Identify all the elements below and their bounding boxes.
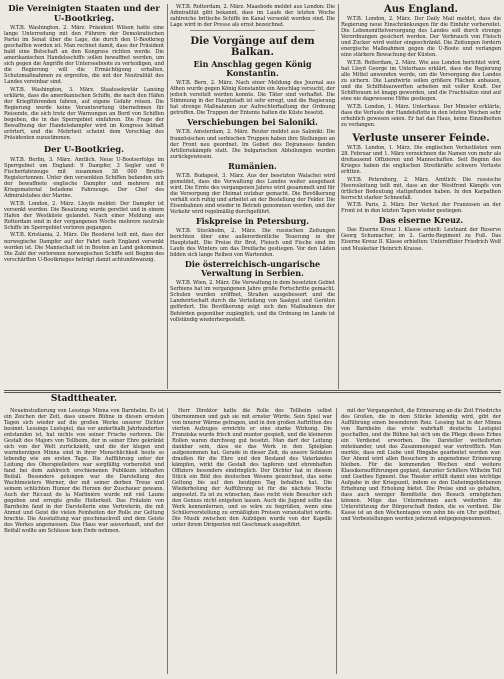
section-subheading: Verschiebungen bei Saloniki. bbox=[187, 117, 318, 128]
section-heading: Aus England. bbox=[383, 4, 459, 15]
section-subheading: Rumänien. bbox=[228, 160, 277, 171]
article-paragraph: W.T.B. Rotterdam, 2. März. Wie aus London berichtet wird, hat Lloyd George im Unterhaus erklärt, dass die Regierung alle Mittel anwenden werde, um die Versorgung des Landes zu sichern. Die Landwirte sollen größere Flächen anbauen, und die Schiffsbauwerften arbeiten mit voller Kraft. Der Schiffsraum ist knapp geworden, und die Frachtsätze sind auf eine nie dagewesene Höhe gestiegen. bbox=[341, 59, 501, 103]
article-paragraph: W.T.B. Paris, 2. März. Der Verlust der Franzosen an der Front ist in den letzten Tagen wieder gestiegen. bbox=[341, 202, 501, 215]
article-paragraph: Herr Direktor hatte die Rolle des Tellheim selbst übernommen und gab sie mit ernster Würde. Sein Spiel war von innerer Wärme getragen, und in den großen Auftritten des vierten Aufzuges erreichte er eine starke Wirkung. Die Franziska wurde frisch und munter gespielt, und die kleineren Rollen waren durchweg gut besetzt. Man darf der Leitung dankbar sein, dass sie das Werk in den Spielplan aufgenommen hat. Gerade in dieser Zeit, da unsere Soldaten draußen für die Ehre und den Bestand des Vaterlandes kämpfen, wirkt die Gestalt des tapferen und ehrenhaften Offiziers besonders eindringlich. Der Dichter hat in diesem Stück ein Bild des deutschen Wesens gezeichnet, das seine Geltung bis auf den heutigen Tag behalten hat. Die Wiederholung der Aufführung ist für die nächste Woche angesetzt. Es ist zu wünschen, dass recht viele Besucher sich den Genuss nicht entgehen lassen. Auch die Jugend sollte das Werk kennenlernen, und es wäre zu begrüßen, wenn eine Schülervorstellung zu ermäßigten Preisen veranstaltet würde. Die Musik zwischen den Aufzügen wurde von der Kapelle unter ihrem Dirigenten mit Geschmack ausgeführt. bbox=[172, 408, 332, 528]
section-heading: Verluste unserer Feinde. bbox=[352, 132, 490, 144]
article-paragraph: W.T.B. Washington, 3. März. Staatssekretär Lansing erklärte, dass die amerikanischen Schiffe, die nach den Häfen der Kriegführenden fahren, auf eigene Gefahr reisen. Die Regierung werde keine Verantwortung übernehmen für Reisende, die sich trotz der Warnungen an Bord von Schiffen begeben, die in das Sperrgebiet einfahren. Die Frage der Bewaffnung der Handelsdampfer wird im Kongress lebhaft erörtert, und die Mehrheit scheint dem Vorschlag des Präsidenten zuzustimmen. bbox=[4, 86, 164, 142]
feuilleton-rule bbox=[4, 390, 501, 391]
section-subheading: Das eiserne Kreuz. bbox=[378, 215, 464, 226]
feuilleton-column-3 bbox=[341, 408, 501, 676]
section-heading: Die Vorgänge auf dem Balkan. bbox=[190, 36, 315, 59]
column-rule bbox=[167, 408, 168, 674]
feuilleton-title: Stadttheater. bbox=[50, 394, 118, 404]
feuilleton-column-1 bbox=[4, 408, 164, 676]
section-heading: Die Vereinigten Staaten und der U-Bootkrieg. bbox=[8, 4, 160, 23]
section-subheading: Fiskpreise in Petersburg. bbox=[195, 216, 310, 227]
section-subheading: Die österreichisch-ungarische Verwaltung in Serbien. bbox=[184, 259, 321, 279]
divider bbox=[190, 30, 315, 31]
article-paragraph: mit der Vergangenheit, die Erinnerung an die Zeit Friedrichs des Großen, die in dem Stücke lebendig wird, gibt der Aufführung einen besonderen Reiz. Lessing hat in der Minna von Barnhelm das erste wahrhaft deutsche Lustspiel geschaffen, und die Bühne hat sich um die Pflege dieses Erbes ein Verdienst erworben. Die Darsteller wetteiferten miteinander, und das Zusammenspiel war vortrefflich. Man merkte, dass mit Liebe und Hingabe gearbeitet worden war. Der Abend wird allen Besuchern in angenehmer Erinnerung bleiben. Für die kommenden Wochen sind weitere Klassikeraufführungen geplant, darunter Schillers Wilhelm Tell und Goethes Egmont. Das Theater erfüllt damit eine wichtige Aufgabe in der Kriegszeit, indem es den Daheimgebliebenen Erhebung und Erholung bietet. Die Preise sind so gehalten, dass auch weniger Bemittelte den Besuch ermöglichen können. Möge das Unternehmen auch weiterhin die Unterstützung der Bürgerschaft finden, die es verdient. Die Kasse ist an den Wochentagen von zehn bis ein Uhr geöffnet, und Vorbestellungen werden jederzeit entgegengenommen. bbox=[341, 408, 501, 522]
feuilleton-rule bbox=[4, 392, 501, 393]
article-paragraph: W.T.B. Berlin, 3. März. Amtlich. Neue U-Bootserfolge im Sperrgebiet um England: 9 Dampfer, 3 Segler und 6 Fischerfahrzeuge mit zusammen 38 000 Brutto-Registertonnen. Unter den versenkten Schiffen befanden sich der bewaffnete englische Dampfer und mehrere mit Kriegsmaterial beladene Fahrzeuge. Der Chef des Admiralstabes der Marine. bbox=[4, 156, 164, 200]
feuilleton-column-2 bbox=[172, 408, 332, 676]
article-paragraph: W.T.B. Budapest, 3. März. Aus der besetzten Walachei wird gemeldet, dass die Verwaltung des Landes weiter ausgebaut wird. Die Ernte des vergangenen Jahres wird gesammelt und für die Versorgung der Heimat nutzbar gemacht. Die Bevölkerung verhält sich ruhig und arbeitet an der Bestellung der Felder. Die Eisenbahnen sind wieder in Betrieb genommen worden, und der Verkehr wird regelmäßig durchgeführt. bbox=[170, 172, 335, 215]
article-paragraph: W.T.B. Stockholm, 2. März. Die russischen Zeitungen berichten über eine außerordentliche Teuerung in der Hauptstadt. Die Preise für Brot, Fleisch und Fische sind im Laufe des Winters um das Dreifache gestiegen. Vor den Läden bilden sich lange Reihen von Wartenden. bbox=[170, 228, 335, 259]
article-paragraph: W.T.B. Wien, 2. März. Die Verwaltung in dem besetzten Gebiet Serbiens hat im vergangenen Jahre große Fortschritte gemacht. Schulen wurden eröffnet, Straßen ausgebessert und die Landwirtschaft durch die Verteilung von Saatgut und Geräten gefördert. Die Bevölkerung zeigt sich den Maßnahmen der Behörden gegenüber zugänglich, und die Ordnung im Lande ist vollständig wiederhergestellt. bbox=[170, 280, 335, 323]
section-subheading: Ein Anschlag gegen König Konstantin. bbox=[193, 59, 312, 79]
column-rule bbox=[338, 4, 339, 389]
column-1 bbox=[4, 4, 164, 269]
article-paragraph: W.T.B. Bern, 2. März. Nach einer Meldung des Journal aus Athen wurde gegen König Konstantin ein Anschlag versucht, der jedoch vereitelt werden konnte. Die Täter sind verhaftet. Die Stimmung in der Hauptstadt ist sehr erregt, und die Regierung hat strenge Maßnahmen zur Aufrechterhaltung der Ordnung getroffen. Die Truppen der Entente halten die Küste besetzt. bbox=[170, 80, 335, 117]
article-paragraph: W.T.B. London, 1. März. Die englischen Verlustlisten vom 28. Februar und 1. März verzeichnen die Namen von mehr als dreitausend Offizieren und Mannschaften. Seit Beginn des Krieges haben die englischen Streitkräfte schwere Verluste erlitten. bbox=[341, 144, 501, 176]
column-2 bbox=[170, 4, 335, 389]
article-paragraph: Das Eiserne Kreuz I. Klasse erhielt: Leutnant der Reserve Georg Schumacher, im 2. Garde-Regiment zu Fuß. Das Eiserne Kreuz II. Klasse erhielten: Unteroffizier Friedrich Wolf und Musketier Heinrich Krause. bbox=[341, 227, 501, 252]
column-rule bbox=[336, 408, 337, 674]
article-paragraph: W.T.B. Petersburg, 2. März. Amtlich: Die russische Heeresleitung teilt mit, dass an der Westfront Kämpfe von örtlicher Bedeutung stattgefunden haben. In den Karpathen herrscht starker Schneefall. bbox=[341, 176, 501, 201]
feuilleton-section bbox=[4, 394, 501, 676]
article-paragraph: Neueinstudierung von Lessings Minna von Barnhelm. Es ist ein Zeichen der Zeit, dass unsere Bühne in diesen ernsten Tagen sich wieder auf die großen Werke unserer Dichter besinnt. Lessings Lustspiel, das vor anderthalb Jahrhunderten entstanden ist, hat nichts von seiner Frische verloren. Die Gestalt des Majors von Tellheim, der in seiner Ehre gekränkt sich von der Welt zurückzieht, und die der klugen und warmherzigen Minna sind in ihrer Menschlichkeit heute so lebendig wie am ersten Tage. Die Aufführung unter der Leitung des Oberspielleiters war sorgfältig vorbereitet und fand bei dem zahlreich erschienenen Publikum lebhaften Beifall. Besonders gelungen war die Darstellung des Wachtmeisters Werner, der mit seiner derben Treue und seinem schlichten Humor die Herzen der Zuschauer gewann. Auch der Riccaut de la Marlinière wurde mit viel Laune gegeben und erregte große Heiterkeit. Das Fräulein von Barnhelm fand in der Darstellerin eine Vertreterin, die mit Anmut und Geist die vielen Feinheiten der Rolle zur Geltung brachte. Die Ausstattung war geschmackvoll und dem Geiste des Werkes angemessen. Das Haus war ausverkauft, und der Beifall wollte am Schlusse kein Ende nehmen. bbox=[4, 408, 164, 534]
column-rule bbox=[167, 4, 168, 389]
article-paragraph: W.T.B. Washington, 2. März. Präsident Wilson hatte eine lange Unterredung mit den Führern der Demokratischen Partei im Senat über die Lage, die durch den U-Bootkrieg geschaffen worden ist. Man rechnet damit, dass der Präsident bald eine Botschaft an den Kongress richten werde. Die amerikanischen Handelsschiffe sollen bewaffnet werden, um sich gegen die Angriffe der Unterseeboote zu verteidigen, und die Regierung will die Ermächtigung erhalten, Schutzmaßnahmen zu ergreifen, die mit der Neutralität des Landes vereinbar sind. bbox=[4, 25, 164, 86]
article-paragraph: W.T.B. London, 1. März. Unterhaus. Der Minister erklärte, dass die Verluste der Handelsflotte in den letzten Wochen sehr erheblich gewesen seien. Er bat das Haus, keine Einzelheiten zu verlangen. bbox=[341, 103, 501, 128]
column-3 bbox=[341, 4, 501, 389]
article-paragraph: W.T.B. London, 2. März. Lloyds meldet: Der Dampfer ist versenkt worden. Die Besatzung wurde gerettet und in einem Hafen der Westküste gelandet. Nach einer Meldung aus Rotterdam sind in der vergangenen Woche mehrere neutrale Schiffe im Sperrgebiet verloren gegangen. bbox=[4, 200, 164, 231]
article-paragraph: W.T.B. Rotterdam, 2. März. Maasbode meldet aus London: Die Admiralität gibt bekannt, dass im Laufe der letzten Woche zahlreiche britische Schiffe im Kanal versenkt worden sind. Die Lage wird in der Presse als ernst bezeichnet. bbox=[170, 4, 335, 29]
article-paragraph: W.T.B. London, 2. März. Der Daily Mail meldet, dass die Regierung neue Einschränkungen für die Einfuhr vorbereitet. Die Lebensmittelversorgung des Landes soll durch strenge Verordnungen gesichert werden. Der Verbrauch von Fleisch und Zucker wird weiter eingeschränkt. Die Zeitungen fordern energische Maßnahmen gegen die U-Boote und verlangen eine stärkere Bewachung der Küsten. bbox=[341, 16, 501, 59]
article-paragraph: W.T.B. Kristiania, 2. März. Die Reederei teilt mit, dass der norwegische Dampfer auf der Fahrt nach England versenkt worden ist. Die Mannschaft ist in Booten an Land gekommen. Die Zahl der verlorenen norwegischen Schiffe seit Beginn des verschärften U-Bootkrieges beträgt damit achtundzwanzig. bbox=[4, 232, 164, 263]
section-heading: Der U-Bootkrieg. bbox=[43, 144, 125, 155]
article-paragraph: W.T.B. Amsterdam, 2. März. Reuter meldet aus Saloniki: Die französischen und serbischen Truppen haben ihre Stellungen an der Front neu geordnet. Im Gebiet des Dojransees fanden Artilleriekämpfe statt. Die bulgarischen Abteilungen wurden zurückgewiesen. bbox=[170, 129, 335, 160]
